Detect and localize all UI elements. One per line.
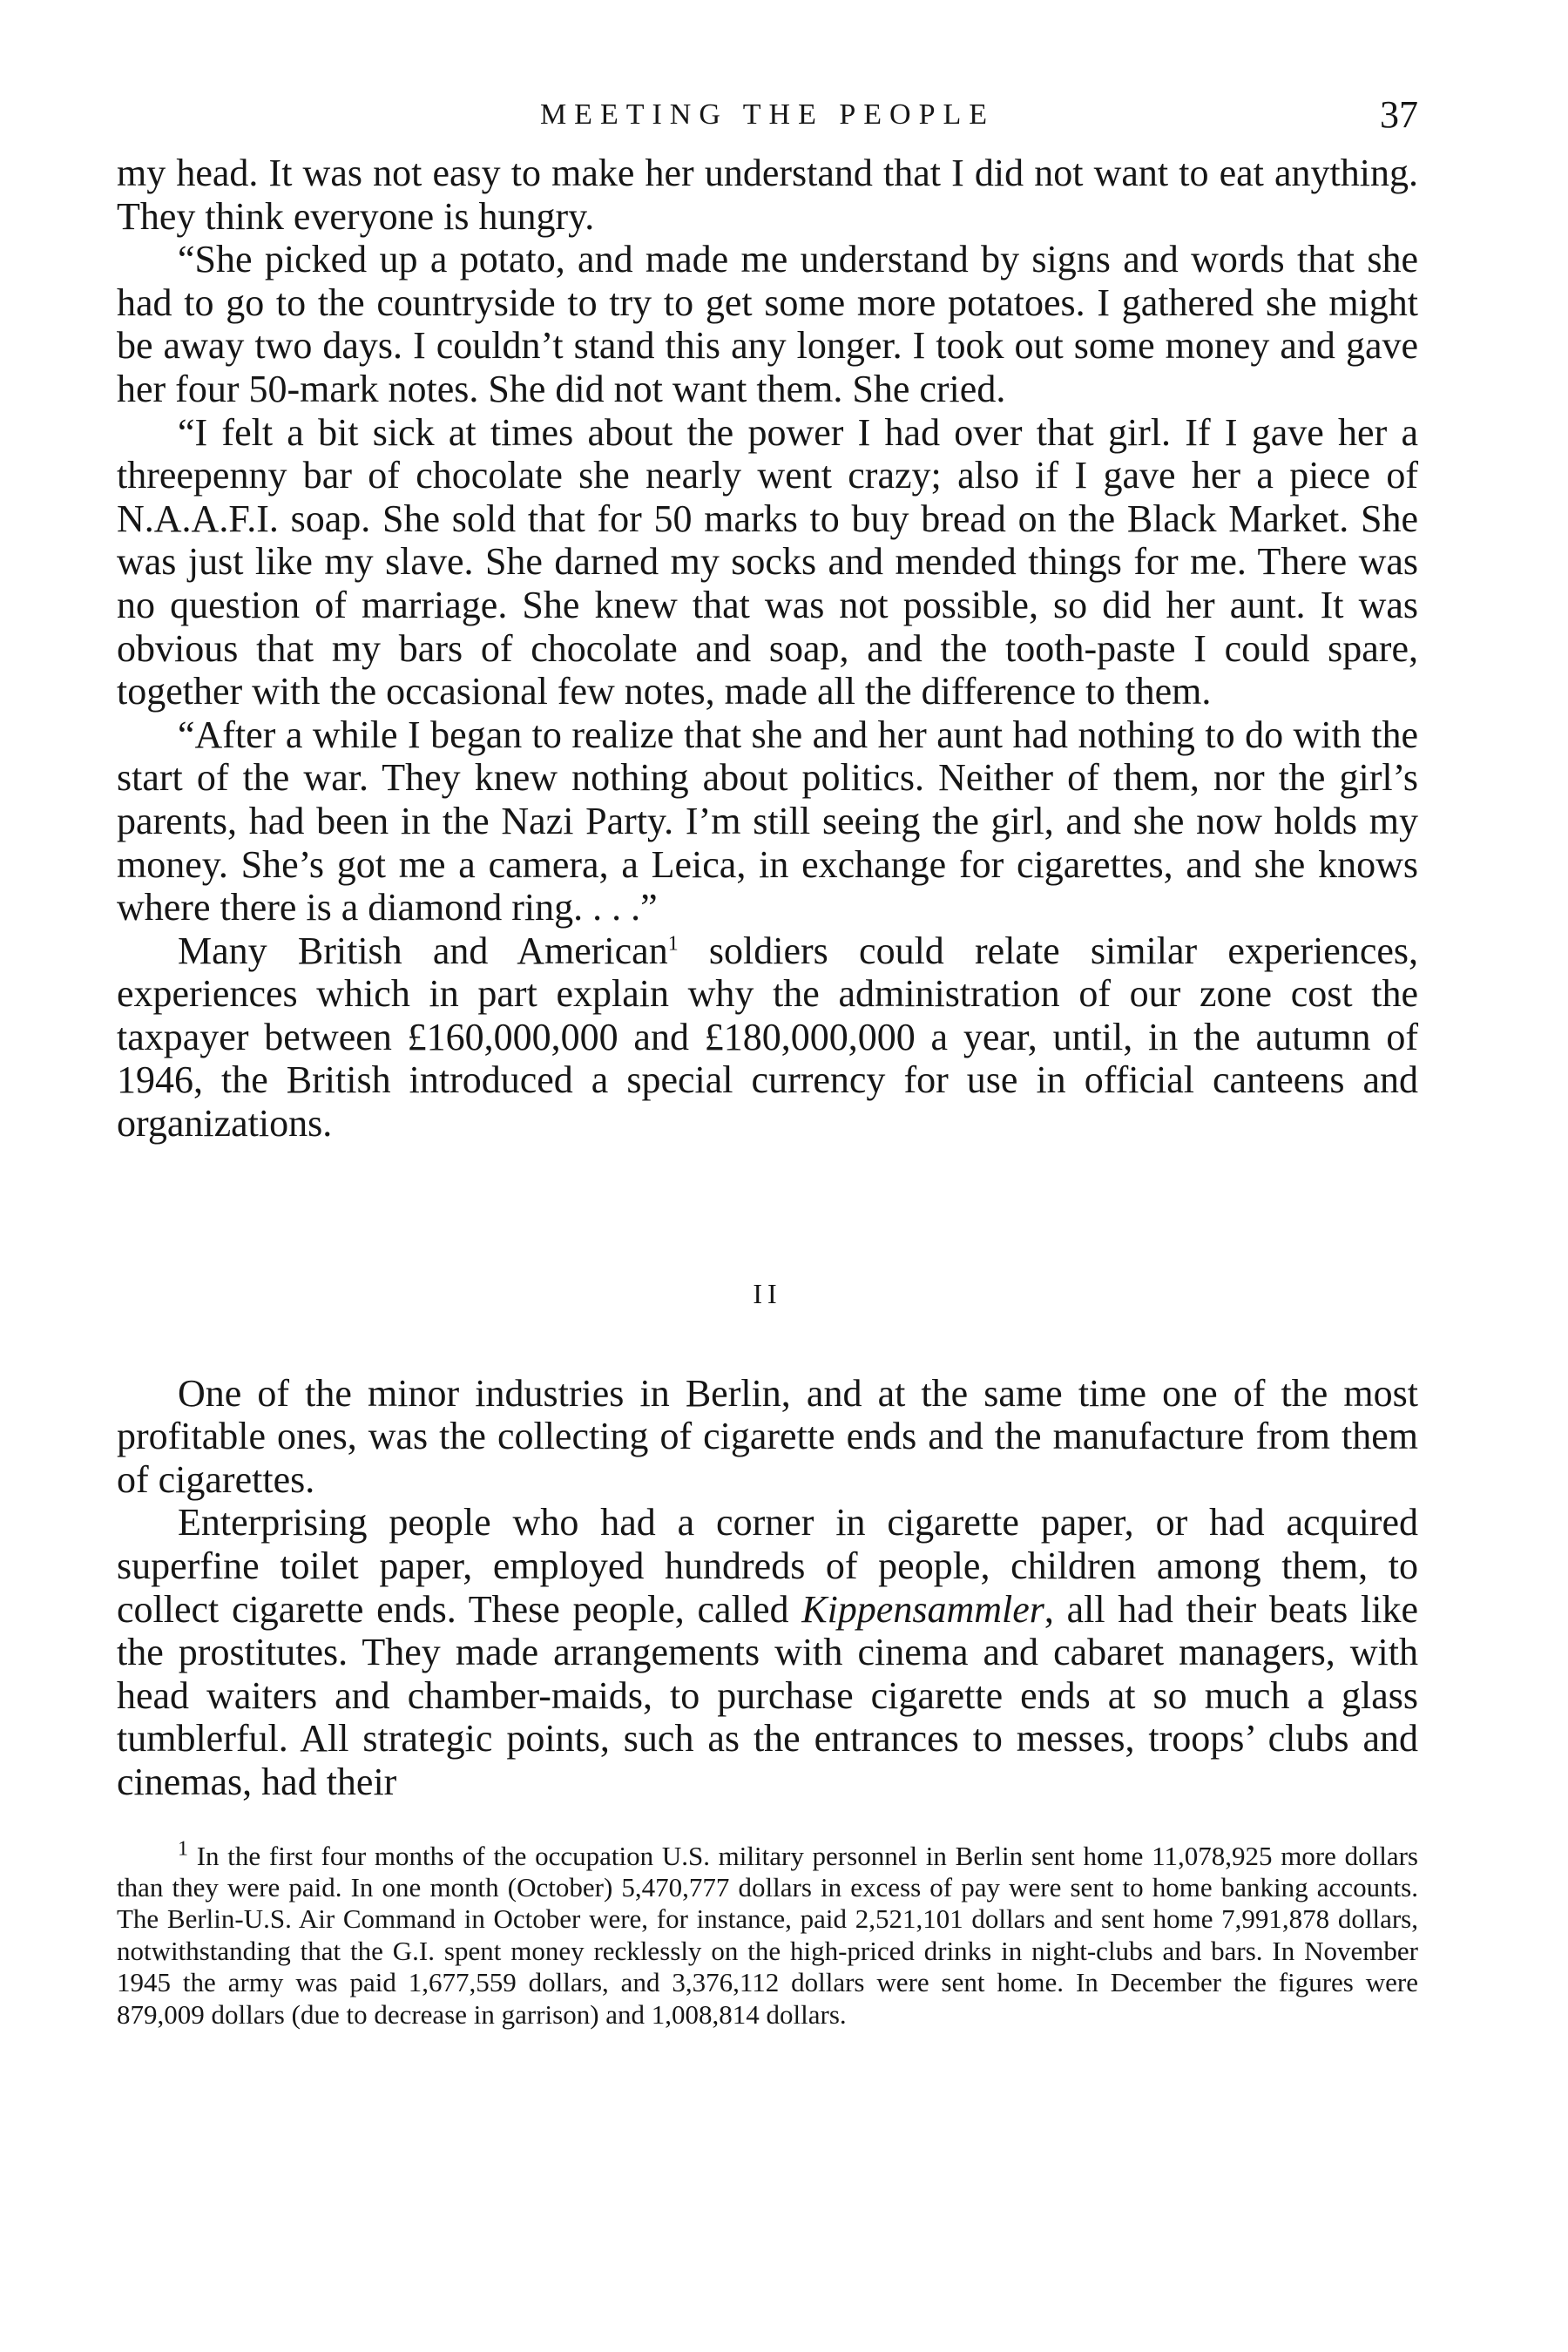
- footnote: [117, 1837, 1418, 2031]
- body-text: [117, 152, 1418, 1146]
- paragraph-many-soldiers: [117, 929, 1418, 1146]
- paragraph-enterprising-rest: , all had their beats like the prostitutes. They made arrangements with cinema and cabaret managers, with head waiters and chamber-maids, to purchase cigarette ends at so much a glass tumblerful. All strategic points, such as the entrances to messes, troops’ clubs and cinemas, had their: [117, 1587, 1418, 1803]
- paragraph-many-soldiers-start: Many British and American: [178, 929, 668, 972]
- book-page: [117, 87, 1418, 2282]
- section-two-text: [117, 1372, 1418, 1804]
- paragraph-many-soldiers-rest: soldiers could relate similar experiences, experiences which in part explain why the administration of our zone cost the taxpayer between £160,000,000 and £180,000,000 a year, until, in the autumn of 1946, the British introduced a special currency for use in official canteens and organizations.: [117, 929, 1419, 1146]
- paragraph-minor-industries: One of the minor industries in Berlin, and at the same time one of the most profitable ones, was the collecting of cigarette ends and the manufacture from them of cigarettes.: [117, 1371, 1418, 1501]
- paragraph-enterprising: [117, 1501, 1418, 1803]
- running-head: [117, 87, 1418, 143]
- footnote-reference: 1: [667, 932, 679, 956]
- paragraph-continued: my head. It was not easy to make her understand that I did not want to eat anything. They think everyone is hungry.: [117, 152, 1418, 238]
- paragraph-after-a-while: “After a while I began to realize that she and her aunt had nothing to do with the start of the war. They knew nothing about politics. Neither of them, nor the girl’s parents, had been in the Nazi Party. I’m still seeing the girl, and she now holds my money. She’s got me a camera, a Leica, in exchange for cigarettes, and she knows where there is a diamond ring. . . .”: [117, 713, 1418, 929]
- footnotes: [117, 1837, 1418, 2031]
- paragraph-potato: “She picked up a potato, and made me understand by signs and words that she had to go to the countryside to try to get some more potatoes. I gathered she might be away two days. I couldn’t stand this any longer. I took out some money and gave her four 50-mark notes. She did not want them. She cried.: [117, 238, 1418, 410]
- running-title: MEETING THE PEOPLE: [539, 98, 996, 131]
- paragraph-enterprising-start: Enterprising people who had a corner in cigarette paper, or had acquired superfine toilet paper, employed hundreds of people, children among them, to collect cigarette ends. These people, called: [117, 1501, 1418, 1631]
- footnote-mark: 1: [178, 1837, 188, 1861]
- page-number: 37: [1380, 93, 1418, 136]
- paragraph-power: “I felt a bit sick at times about the power I had over that girl. If I gave her a threepenny bar of chocolate she nearly went crazy; also if I gave her a piece of N.A.A.F.I. soap. She sold that for 50 marks to buy bread on the Black Market. She was just like my slave. She darned my socks and mended things for me. There was no question of marriage. She knew that was not possible, so did her aunt. It was obvious that my bars of chocolate and soap, and the tooth-paste I could spare, together with the occasional few notes, made all the difference to them.: [117, 410, 1418, 713]
- footnote-text: In the first four months of the occupation U.S. military personnel in Berlin sent home 11,078,925 more dollars than they were paid. In one month (October) 5,470,777 dollars in excess of pay were sent to home banking accounts. The Berlin-U.S. Air Command in October were, for instance, paid 2,521,101 dollars and sent home 7,991,878 dollars, notwithstanding that the G.I. spent money recklessly on the high-priced drinks in night-clubs and bars. In November 1945 the army was paid 1,677,559 dollars, and 3,376,112 dollars were sent home. In December the figures were 879,009 dollars (due to decrease in garrison) and 1,008,814 dollars.: [117, 1840, 1418, 2030]
- section-number: II: [753, 1277, 782, 1309]
- italic-term-kippensammler: Kippensammler: [801, 1587, 1044, 1631]
